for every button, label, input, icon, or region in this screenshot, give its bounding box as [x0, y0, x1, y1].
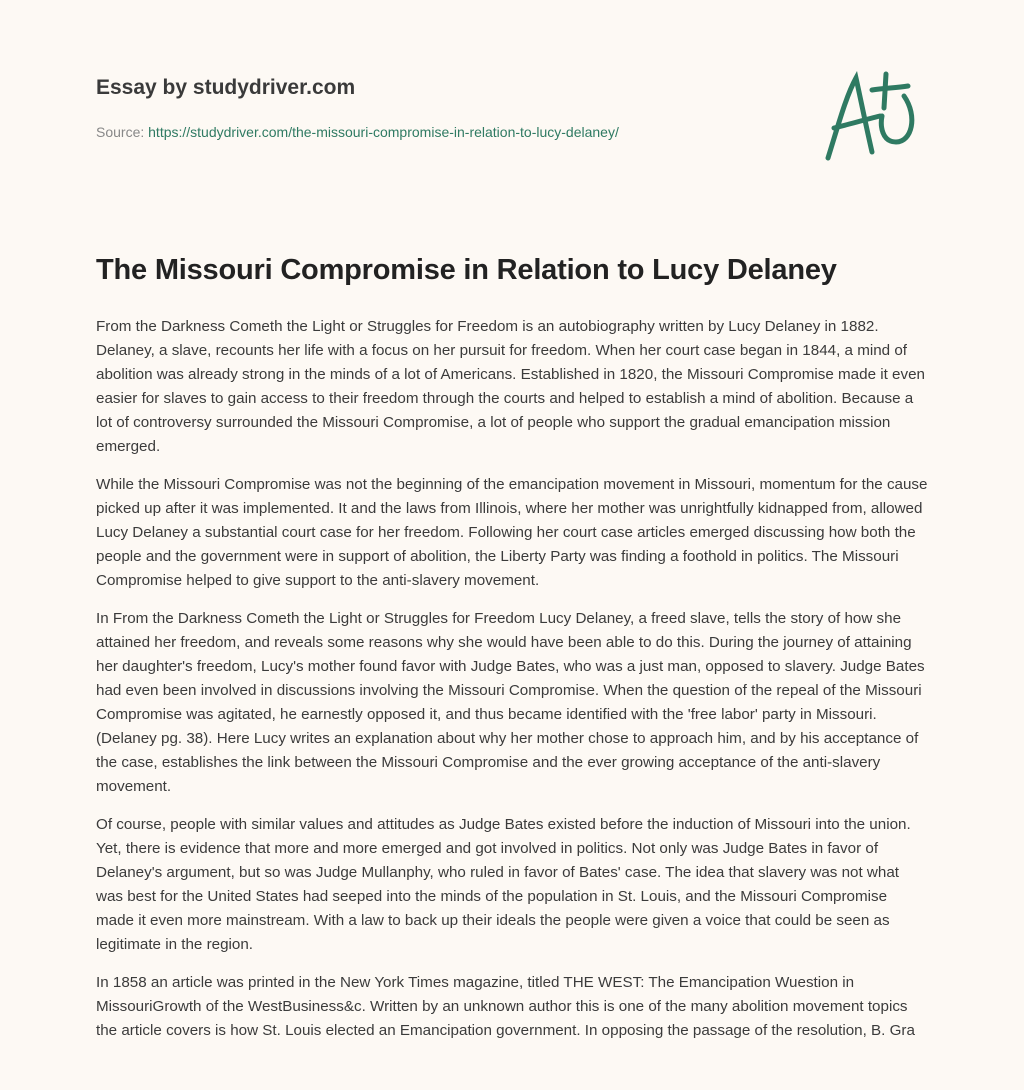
- essay-paragraph: While the Missouri Compromise was not the beginning of the emancipation movement in Missouri, momentum for the cause picked up after it was implemented. It and the laws from Illinois, where her mother was unrightfully kidnapped from, allowed Lucy Delaney a substantial court case for her freedom. Following her court case articles emerged discussing how both the people and the government were in support of abolition, the Liberty Party was finding a foothold in politics. The Missouri Compromise helped to give support to the anti-slavery movement.: [96, 476, 928, 589]
- essay-paragraph: In From the Darkness Cometh the Light or Struggles for Freedom Lucy Delaney, a freed slave, tells the story of how she attained her freedom, and reveals some reasons why she would have been able to do this. During the journey of attaining her daughter's freedom, Lucy's mother found favor with Judge Bates, who was a just man, opposed to slavery. Judge Bates had even been involved in discussions involving the Missouri Compromise. When the question of the repeal of the Missouri Compromise was agitated, he earnestly opposed it, and thus became identified with the 'free labor' party in Missouri. (Delaney pg. 38). Here Lucy writes an explanation about why her mother chose to approach him, and by his acceptance of the case, establishes the link between the Missouri Compromise and the ever growing acceptance of the anti-slavery movement.: [96, 610, 925, 795]
- essay-paragraph: In 1858 an article was printed in the New York Times magazine, titled THE WEST: The Emancipation Wuestion in MissouriGrowth of the WestBusiness&c. Written by an unknown author this is one of the many abolition movement topics the article covers is how St. Louis elected an Emancipation government. In opposing the passage of the resolution, B. Gra: [96, 974, 915, 1039]
- source-link[interactable]: https://studydriver.com/the-missouri-compromise-in-relation-to-lucy-delaney/: [148, 124, 619, 140]
- site-title: Essay by studydriver.com: [96, 76, 356, 99]
- essay-title: The Missouri Compromise in Relation to Lucy Delaney: [96, 254, 837, 286]
- a-plus-logo-icon: [820, 66, 930, 166]
- essay-paragraph: Of course, people with similar values and attitudes as Judge Bates existed before the induction of Missouri into the union. Yet, there is evidence that more and more emerged and got involved in politics. Not only was Judge Bates in favor of Delaney's argument, but so was Judge Mullanphy, who ruled in favor of Bates' case. The idea that slavery was not what was best for the United States had seeped into the minds of the population in St. Louis, and the Missouri Compromise made it even more mainstream. With a law to back up their ideals the people were given a voice that could be seen as legitimate in the region.: [96, 816, 911, 953]
- source-line: [96, 124, 619, 140]
- source-label: Source:: [96, 124, 145, 140]
- essay-paragraph: From the Darkness Cometh the Light or Struggles for Freedom is an autobiography written by Lucy Delaney in 1882. Delaney, a slave, recounts her life with a focus on her pursuit for freedom. When her court case began in 1844, a mind of abolition was already strong in the minds of a lot of Americans. Established in 1820, the Missouri Compromise made it even easier for slaves to gain access to their freedom through the courts and helped to establish a mind of abolition. Because a lot of controversy surrounded the Missouri Compromise, a lot of people who support the gradual emancipation mission emerged.: [96, 318, 925, 455]
- essay-body: [96, 315, 928, 1057]
